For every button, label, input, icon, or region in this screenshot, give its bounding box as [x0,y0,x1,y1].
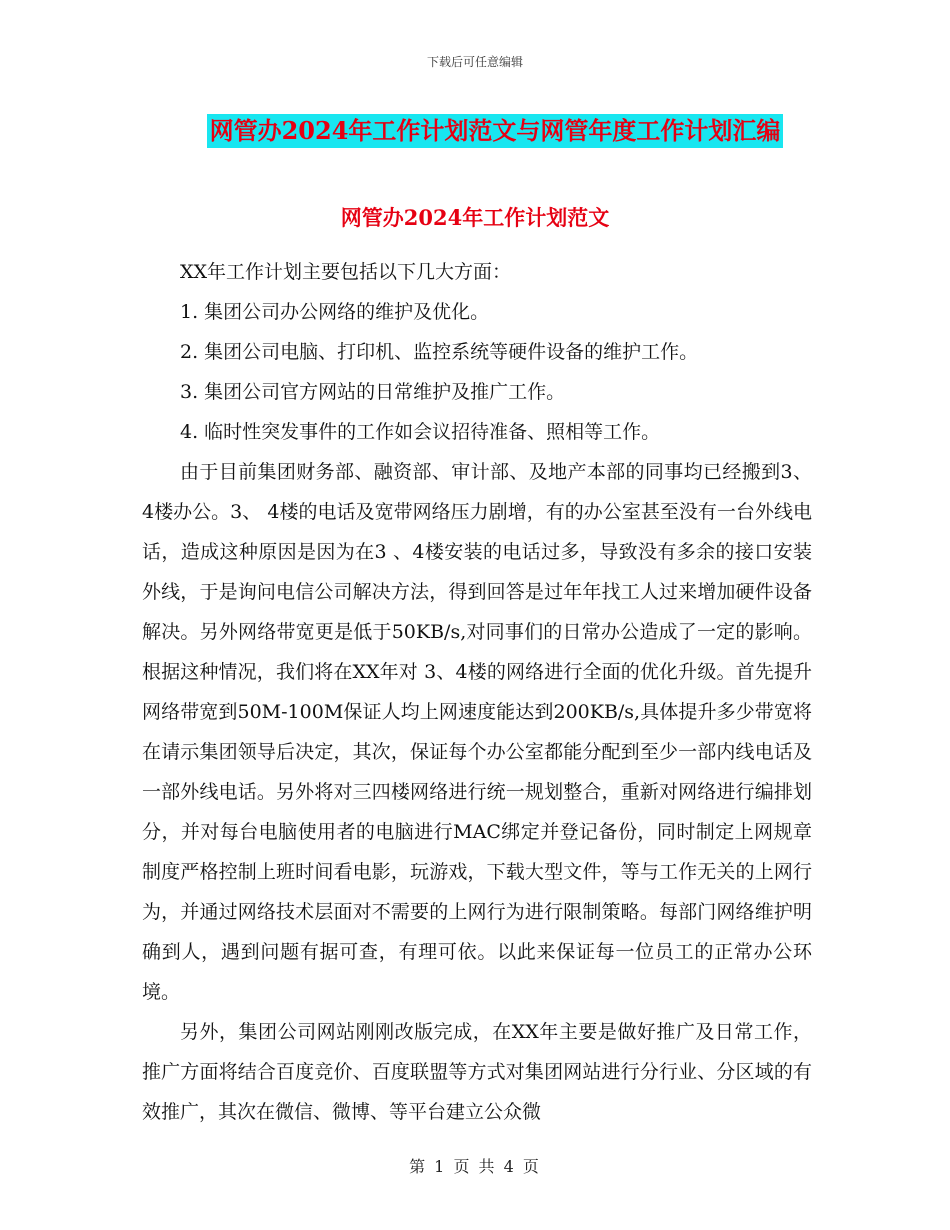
list-item: 4. 临时性突发事件的工作如会议招待准备、照相等工作。 [180,421,661,443]
body-paragraph: 另外，集团公司网站刚刚改版完成，在XX年主要是做好推广及日常工作，推广方面将结合百度竞价、百度联盟等方式对集团网站进行分行业、分区域的有效推广，其次在微信、微博、等平台建立公众微 [142,1021,812,1123]
list-item: 1. 集团公司办公网络的维护及优化。 [180,301,490,323]
list-item: 3. 集团公司官方网站的日常维护及推广工作。 [180,381,566,403]
section-title: 网管办2024年工作计划范文 [340,205,610,230]
intro-paragraph: XX年工作计划主要包括以下几大方面： [180,261,512,283]
document-body [142,252,812,1132]
page-footer: 第 1 页 共 4 页 [409,1157,541,1176]
page-header-note: 下载后可任意编辑 [426,55,523,69]
document-title: 网管办2024年工作计划范文与网管年度工作计划汇编 [207,114,784,148]
body-paragraph: 由于目前集团财务部、融资部、审计部、及地产本部的同事均已经搬到3、 4楼办公。3、 4楼的电话及宽带网络压力剧增，有的办公室甚至没有一台外线电话，造成这种原因是因为在3 、4楼安装的电话过多，导致没有多余的接口安装外线，于是询问电信公司解决方法，得到回答是过年年找工人过来增加硬件设备解决。另外网络带宽更是低于50KB/s,对同事们的日常办公造成了一定的影响。根据这种情况，我们将在XX年对 3、4楼的网络进行全面的优化升级。首先提升网络带宽到50M-100M保证人均上网速度能达到200KB/s,具体提升多少带宽将在请示集团领导后决定，其次，保证每个办公室都能分配到至少一部内线电话及一部外线电话。另外将对三四楼网络进行统一规划整合，重新对网络进行编排划分，并对每台电脑使用者的电脑进行MAC绑定并登记备份，同时制定上网规章制度严格控制上班时间看电影，玩游戏，下载大型文件，等与工作无关的上网行为，并通过网络技术层面对不需要的上网行为进行限制策略。每部门网络维护明确到人，遇到问题有据可查，有理可依。以此来保证每一位员工的正常办公环境。 [142,461,812,1003]
list-item: 2. 集团公司电脑、打印机、监控系统等硬件设备的维护工作。 [180,341,699,363]
document-title-container [0,114,950,148]
